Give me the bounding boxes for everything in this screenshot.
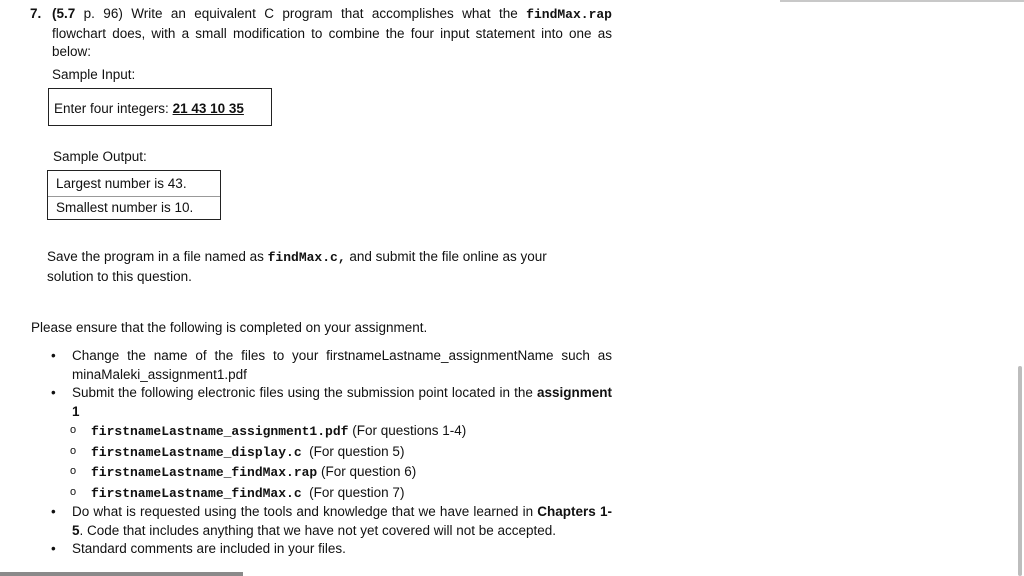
bullet-icon: • bbox=[51, 504, 56, 519]
sub-list-item bbox=[50, 462, 612, 483]
bullet-comments-text: Standard comments are included in your files. bbox=[72, 541, 346, 556]
bullet-tools-tail: . Code that includes anything that we have not yet covered will not be accepted. bbox=[79, 522, 557, 538]
sample-input-box bbox=[48, 88, 272, 126]
sample-output-box bbox=[47, 170, 221, 220]
circle-bullet-icon: o bbox=[70, 424, 77, 436]
sample-output-line-2: Smallest number is 10. bbox=[56, 200, 194, 215]
bullet-chapters-bold: Chapters 1-5 bbox=[72, 504, 612, 538]
bullet-submit-text: Submit the following electronic files using the submission point located in the bbox=[72, 385, 537, 400]
ensure-heading: Please ensure that the following is completed on your assignment. bbox=[31, 320, 428, 335]
bullet-submit-bold: assignment 1 bbox=[72, 385, 612, 419]
sample-output-label: Sample Output: bbox=[53, 149, 147, 164]
top-divider bbox=[780, 0, 1024, 2]
sub-file-name: firstnameLastname_findMax.rap bbox=[91, 465, 318, 480]
question-text bbox=[30, 5, 612, 62]
flowchart-filename: findMax.rap bbox=[526, 7, 612, 22]
sample-input-line bbox=[54, 101, 244, 116]
save-text-after: and submit the file online as your solution to this question. bbox=[47, 249, 547, 284]
list-item bbox=[50, 384, 612, 421]
list-item bbox=[50, 503, 612, 540]
list-item bbox=[50, 347, 612, 384]
sub-file-note: (For question 7) bbox=[301, 484, 405, 500]
sub-list-item bbox=[50, 442, 612, 463]
sub-file-name: firstnameLastname_assignment1.pdf bbox=[91, 424, 349, 439]
question-tail: flowchart does, with a small modification to combine the four input statement into one as below: bbox=[52, 25, 612, 59]
sample-output-divider bbox=[48, 196, 220, 197]
sub-file-name: firstnameLastname_display.c bbox=[91, 444, 302, 460]
question-7 bbox=[30, 5, 612, 62]
scrollbar[interactable] bbox=[1018, 366, 1022, 576]
circle-bullet-icon: o bbox=[70, 444, 77, 457]
list-item bbox=[50, 540, 612, 559]
sample-input-prompt: Enter four integers: bbox=[54, 101, 173, 116]
sub-list-item bbox=[50, 421, 612, 442]
bottom-bar bbox=[0, 572, 243, 576]
bullet-rename-text: Change the name of the files to your firstnameLastname_assignmentName such as minaMaleki_assignment1.pdf bbox=[72, 348, 612, 382]
checklist bbox=[50, 347, 612, 559]
question-intro: p. 96) Write an equivalent C program that accomplishes what the bbox=[75, 6, 527, 21]
bullet-icon: • bbox=[51, 348, 56, 363]
sample-output-line-1: Largest number is 43. bbox=[56, 176, 187, 191]
save-text-before: Save the program in a file named as bbox=[47, 249, 268, 264]
question-ref: (5.7 bbox=[52, 6, 76, 21]
sample-input-values: 21 43 10 35 bbox=[172, 101, 244, 116]
circle-bullet-icon: o bbox=[70, 465, 77, 477]
sub-file-note: (For questions 1-4) bbox=[348, 423, 467, 438]
sub-file-note: (For question 5) bbox=[301, 443, 405, 459]
sub-file-name: firstnameLastname_findMax.c bbox=[91, 485, 302, 501]
bullet-tools-text: Do what is requested using the tools and knowledge that we have learned in bbox=[72, 504, 538, 519]
bullet-icon: • bbox=[51, 541, 56, 556]
save-filename: findMax.c, bbox=[267, 250, 346, 265]
circle-bullet-icon: o bbox=[70, 485, 77, 498]
sample-input-label: Sample Input: bbox=[52, 67, 136, 82]
question-number: 7. bbox=[30, 6, 42, 21]
save-instructions bbox=[47, 248, 577, 286]
bullet-icon: • bbox=[51, 385, 56, 400]
sub-list-item bbox=[50, 483, 612, 504]
sub-file-note: (For question 6) bbox=[317, 464, 417, 479]
